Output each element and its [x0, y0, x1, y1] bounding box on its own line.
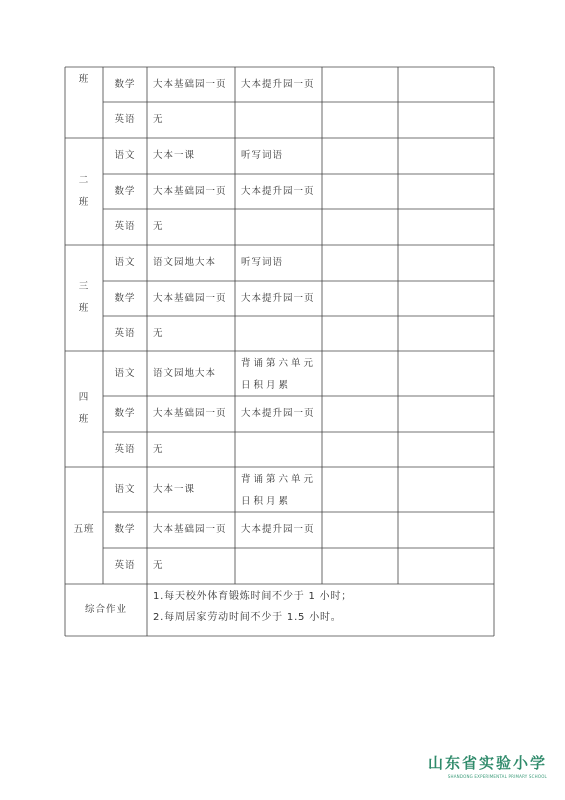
task-extra: 大本提升园一页 — [241, 292, 315, 304]
subject-label: 英语 — [114, 327, 136, 339]
subject-label: 数学 — [114, 524, 136, 535]
subject-label: 语文 — [114, 367, 136, 379]
task-extra: 大本提升园一页 — [241, 185, 315, 197]
subject-label: 数学 — [114, 408, 136, 419]
task-basic: 大本基础园一页 — [153, 292, 227, 304]
task-extra: 听写词语 — [241, 150, 284, 161]
task-basic: 大本一课 — [153, 483, 196, 495]
task-basic: 无 — [153, 114, 164, 125]
class-label: 班 — [78, 74, 90, 85]
task-basic: 无 — [153, 221, 164, 232]
task-basic: 语文园地大本 — [153, 367, 217, 379]
task-basic: 大本基础园一页 — [153, 185, 227, 197]
task-basic: 大本基础园一页 — [153, 524, 227, 535]
task-basic: 语文园地大本 — [153, 257, 217, 268]
task-extra: 大本提升园一页 — [241, 78, 315, 90]
subject-label: 语文 — [114, 257, 136, 268]
summary-line: 2.每周居家劳动时间不少于 1.5 小时。 — [153, 612, 342, 623]
subject-label: 语文 — [114, 483, 136, 495]
task-extra: 背诵第六单元日积月累 — [241, 474, 317, 507]
subject-label: 数学 — [114, 292, 136, 304]
subject-label: 英语 — [114, 560, 136, 571]
logo-name-cn: 山东省实验小学 — [427, 754, 547, 772]
subject-label: 数学 — [114, 185, 136, 197]
class-label: 五班 — [73, 523, 95, 535]
task-basic: 大本基础园一页 — [153, 78, 227, 90]
task-basic: 无 — [153, 443, 164, 455]
subject-label: 数学 — [114, 78, 136, 90]
task-extra: 听写词语 — [241, 257, 284, 268]
class-label: 四 班 — [78, 392, 90, 425]
subject-label: 语文 — [114, 150, 136, 161]
class-label: 二 班 — [78, 174, 90, 208]
task-extra: 大本提升园一页 — [241, 524, 315, 535]
task-basic: 无 — [153, 560, 164, 571]
task-basic: 无 — [153, 327, 164, 339]
summary-label: 综合作业 — [84, 604, 127, 615]
task-basic: 大本基础园一页 — [153, 408, 227, 419]
logo-name-en: SHANDONG EXPERIMENTAL PRIMARY SCHOOL — [447, 774, 547, 779]
subject-label: 英语 — [114, 114, 136, 125]
class-label: 三 班 — [78, 281, 90, 314]
task-extra: 大本提升园一页 — [241, 408, 315, 419]
task-extra: 背诵第六单元日积月累 — [241, 358, 317, 391]
subject-label: 英语 — [114, 443, 136, 455]
subject-label: 英语 — [114, 221, 136, 232]
summary-line: 1.每天校外体育锻炼时间不少于 1 小时； — [153, 591, 353, 602]
task-basic: 大本一课 — [153, 150, 196, 161]
school-logo — [427, 752, 547, 792]
